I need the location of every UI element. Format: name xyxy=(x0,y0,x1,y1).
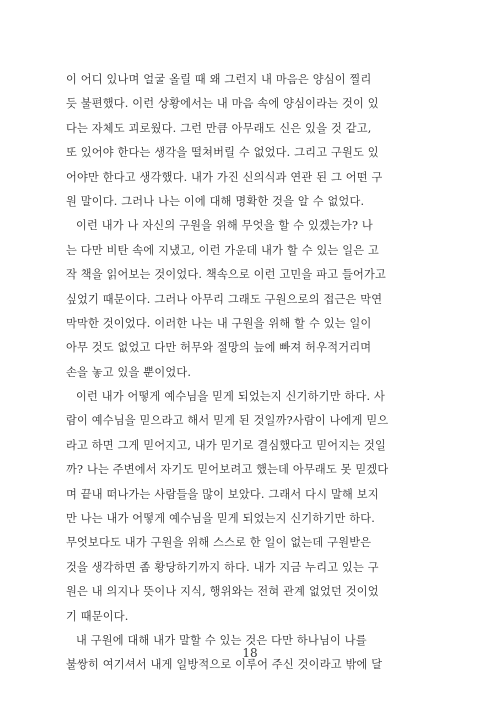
text-line: 손을 놓고 있을 뿐이었다. xyxy=(66,365,192,379)
text-line: 기 때문이다. xyxy=(66,609,129,623)
text-line: 이런 내가 어떻게 예수님을 믿게 되었는지 신기하기만 하다. 사 xyxy=(76,390,385,404)
text-line: 내 구원에 대해 내가 말할 수 있는 것은 다만 하나님이 나를 xyxy=(76,633,367,647)
text-line: 어야만 한다고 생각했다. 내가 가진 신의식과 연관 된 그 어떤 구 xyxy=(66,170,383,184)
text-line: 싶었기 때문이다. 그러나 아무리 그래도 구원으로의 접근은 막연 xyxy=(66,292,383,306)
text-line: 막막한 것이었다. 이러한 나는 내 구원을 위해 할 수 있는 일이 xyxy=(66,316,372,330)
text-line: 만 나는 내가 어떻게 예수님을 믿게 되었는지 신기하기만 하다. xyxy=(66,512,375,526)
text-line: 람이 예수님을 믿으라고 해서 믿게 된 것일까?사람이 나에게 믿으 xyxy=(66,414,389,428)
text-line: 원은 내 의지나 뜻이나 지식, 행위와는 전혀 관계 없었던 것이었 xyxy=(66,585,379,599)
text-line: 며 끝내 떠나가는 사람들을 많이 보았다. 그래서 다시 말해 보지 xyxy=(66,487,379,501)
text-line: 다는 자체도 괴로웠다. 그런 만큼 아무래도 신은 있을 것 같고, xyxy=(66,121,372,135)
text-line: 까? 나는 주변에서 자기도 믿어보려고 했는데 아무래도 못 믿겠다 xyxy=(66,463,389,477)
text-line: 이 어디 있나며 얼굴 올릴 때 왜 그런지 내 마음은 양심이 찔리 xyxy=(66,73,372,86)
text-line: 는 다만 비탄 속에 지냈고, 이런 가운데 내가 할 수 있는 일은 고 xyxy=(66,243,380,257)
text-line: 무엇보다도 내가 구원을 위해 스스로 한 일이 없는데 구원받은 xyxy=(66,536,372,550)
text-line: 불쌍히 여기셔서 내게 일방적으로 이루어 주신 것이라고 밖에 달 xyxy=(66,658,383,672)
text-line: 라고 하면 그게 믿어지고, 내가 믿기로 결심했다고 믿어지는 것일 xyxy=(66,438,386,452)
text-line: 작 책을 읽어보는 것이었다. 책속으로 이런 고민을 파고 들어가고 xyxy=(66,268,386,282)
text-line: 것을 생각하면 좀 황당하기까지 하다. 내가 지금 누리고 있는 구 xyxy=(66,560,379,574)
text-line: 듯 불편했다. 이런 상황에서는 내 마음 속에 양심이라는 것이 있 xyxy=(66,97,379,111)
page-number: 18 xyxy=(242,646,258,660)
text-line: 이런 내가 나 자신의 구원을 위해 무엇을 할 수 있겠는가? 나 xyxy=(76,219,373,233)
body-text xyxy=(66,68,432,678)
text-line: 원 말이다. 그러나 나는 이에 대해 명확한 것을 알 수 없었다. xyxy=(66,194,365,208)
text-line: 또 있어야 한다는 생각을 떨쳐버릴 수 없었다. 그리고 구원도 있 xyxy=(66,146,379,160)
text-line: 아무 것도 없었고 다만 허무와 절망의 늪에 빠져 허우적거리며 xyxy=(66,341,372,355)
